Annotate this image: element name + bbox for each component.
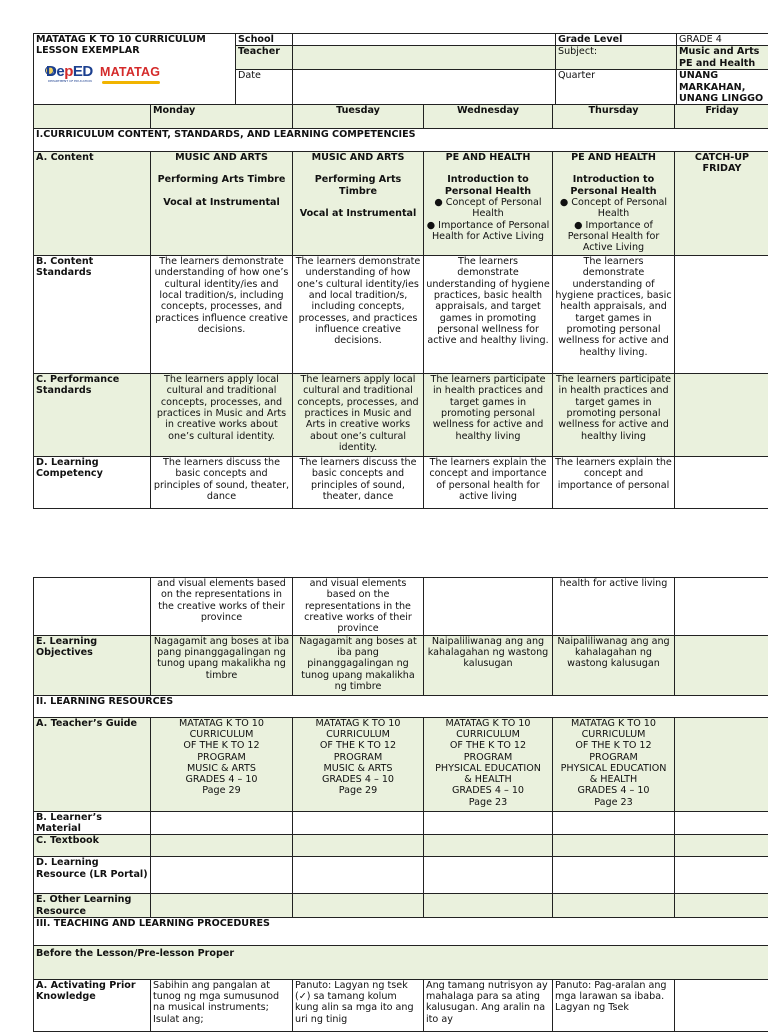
tg-mon-line: PROGRAM [153, 752, 290, 763]
activating-tuesday: Panuto: Lagyan ng tsek (✓) sa tamang kolum kung alin sa mga ito ang uri ng tinig [293, 979, 424, 1031]
performance-standards-wednesday: The learners participate in health practices and target games in promoting personal wellness for active and healthy living [424, 374, 553, 457]
lesson-exemplar-page-1 [33, 33, 768, 106]
tg-tue-line: GRADES 4 – 10 [295, 774, 421, 785]
deped-logo-subtext: DEPARTMENT OF EDUCATION [48, 80, 92, 84]
tg-wed-line: GRADES 4 – 10 [426, 785, 550, 796]
teachers-guide-friday [675, 717, 768, 811]
tg-thu-line: PHYSICAL EDUCATION [555, 763, 672, 774]
tg-tue-line: OF THE K TO 12 [295, 740, 421, 751]
day-header-friday: Friday [675, 105, 768, 129]
tg-thu-line: MATATAG K TO 10 [555, 718, 672, 729]
other-resource-label: E. Other Learning Resource [34, 894, 151, 918]
logos [36, 57, 233, 93]
day-header-monday: Monday [151, 105, 293, 129]
teachers-guide-tuesday [293, 717, 424, 811]
content-friday: CATCH-UP FRIDAY [675, 152, 768, 256]
subject-label: Subject: [556, 46, 677, 70]
learning-competency-label: D. Learning Competency [34, 457, 151, 509]
content-standards-monday: The learners demonstrate understanding of how one’s cultural identity/ies and local tradition/s, including concepts, processes, and practices influence creative decisions. [151, 256, 293, 374]
tg-wed-line: PHYSICAL EDUCATION [426, 763, 550, 774]
textbook-thursday [553, 835, 675, 857]
teachers-guide-wednesday [424, 717, 553, 811]
other-resource-tuesday [293, 894, 424, 918]
content-wednesday-subject: PE AND HEALTH [426, 152, 550, 163]
section-heading-procedures: III. TEACHING AND LEARNING PROCEDURES [34, 917, 768, 945]
school-field[interactable] [293, 34, 556, 46]
content-thursday-bullet-1: ● Concept of Personal Health [555, 197, 672, 220]
learning-objectives-friday [675, 635, 768, 695]
lr-portal-monday [151, 857, 293, 894]
content-wednesday-bullet-2: ● Importance of Personal Health for Active Living [426, 220, 550, 243]
tg-thu-line: OF THE K TO 12 [555, 740, 672, 751]
textbook-tuesday [293, 835, 424, 857]
before-lesson-heading: Before the Lesson/Pre-lesson Proper [34, 945, 768, 979]
teachers-guide-monday [151, 717, 293, 811]
learners-material-label: B. Learner’s Material [34, 811, 151, 835]
learning-objectives-tuesday: Nagagamit ang boses at iba pang pinanggagalingan ng tunog upang makalikha ng timbre [293, 635, 424, 695]
day-header-tuesday: Tuesday [293, 105, 424, 129]
content-wednesday-bullet-1: ● Concept of Personal Health [426, 197, 550, 220]
content-standards-label: B. Content Standards [34, 256, 151, 374]
learning-competency-wednesday: The learners explain the concept and importance of personal health for active living [424, 457, 553, 509]
textbook-wednesday [424, 835, 553, 857]
teachers-guide-thursday [553, 717, 675, 811]
performance-standards-label: C. Performance Standards [34, 374, 151, 457]
performance-standards-thursday: The learners participate in health practices and target games in promoting personal wellness for active and healthy living [553, 374, 675, 457]
tg-thu-line: CURRICULUM [555, 729, 672, 740]
grade-level-value: GRADE 4 [677, 34, 768, 46]
textbook-friday [675, 835, 768, 857]
learners-material-friday [675, 811, 768, 835]
content-tuesday-topic: Performing Arts Timbre [295, 174, 421, 197]
lr-portal-label: D. Learning Resource (LR Portal) [34, 857, 151, 894]
tg-wed-line: OF THE K TO 12 [426, 740, 550, 751]
content-monday-subject: MUSIC AND ARTS [153, 152, 290, 163]
content-tuesday-subject: MUSIC AND ARTS [295, 152, 421, 163]
date-field[interactable] [293, 70, 556, 106]
learning-competency-tuesday: The learners discuss the basic concepts and principles of sound, theater, dance [293, 457, 424, 509]
tg-tue-line: CURRICULUM [295, 729, 421, 740]
learning-competency-monday-cont: and visual elements based on the representations in the creative works of their province [151, 578, 293, 636]
quarter-label: Quarter [556, 70, 677, 106]
learners-material-wednesday [424, 811, 553, 835]
content-wednesday [424, 152, 553, 256]
learners-material-tuesday [293, 811, 424, 835]
day-header-blank [34, 105, 151, 129]
content-standards-thursday: The learners demonstrate understanding of hygiene practices, basic health appraisals, and target games in promoting personal wellness for active and healthy living. [553, 256, 675, 374]
tg-tue-line: Page 29 [295, 785, 421, 796]
teachers-guide-label: A. Teacher’s Guide [34, 717, 151, 811]
activating-wednesday: Ang tamang nutrisyon ay mahalaga para sa ating kalusugan. Ang aralin na ito ay [424, 979, 553, 1031]
content-standards-wednesday: The learners demonstrate understanding of hygiene practices, basic health appraisals, and target games in promoting personal wellness for active and healthy living. [424, 256, 553, 374]
section-heading-curriculum: I.CURRICULUM CONTENT, STANDARDS, AND LEARNING COMPETENCIES [34, 129, 768, 152]
lesson-exemplar-page-1-body [33, 104, 768, 509]
performance-standards-monday: The learners apply local cultural and traditional concepts, processes, and practices in Music and Arts in creative works about one’s cultural identity. [151, 374, 293, 457]
lr-portal-friday [675, 857, 768, 894]
learning-objectives-label: E. Learning Objectives [34, 635, 151, 695]
lr-portal-thursday [553, 857, 675, 894]
learning-competency-tuesday-cont: and visual elements based on the representations in the creative works of their province [293, 578, 424, 636]
tg-wed-line: & HEALTH [426, 774, 550, 785]
learners-material-monday [151, 811, 293, 835]
day-header-thursday: Thursday [553, 105, 675, 129]
content-tuesday [293, 152, 424, 256]
tg-wed-line: Page 23 [426, 797, 550, 808]
learning-objectives-monday: Nagagamit ang boses at iba pang pinanggagalingan ng tunog upang makalikha ng timbre [151, 635, 293, 695]
tg-thu-line: PROGRAM [555, 752, 672, 763]
learners-material-thursday [553, 811, 675, 835]
quarter-value: UNANG MARKAHAN, UNANG LINGGO [677, 70, 768, 106]
date-label: Date [236, 70, 293, 106]
content-tuesday-sub: Vocal at Instrumental [295, 208, 421, 219]
textbook-monday [151, 835, 293, 857]
lr-portal-tuesday [293, 857, 424, 894]
content-monday-topic: Performing Arts Timbre [153, 174, 290, 185]
learning-competency-friday [675, 457, 768, 509]
tg-mon-line: MUSIC & ARTS [153, 763, 290, 774]
tg-tue-line: PROGRAM [295, 752, 421, 763]
learning-competency-monday: The learners discuss the basic concepts and principles of sound, theater, dance [151, 457, 293, 509]
content-monday-sub: Vocal at Instrumental [153, 197, 290, 208]
tg-wed-line: CURRICULUM [426, 729, 550, 740]
content-standards-friday [675, 256, 768, 374]
textbook-label: C. Textbook [34, 835, 151, 857]
day-header-wednesday: Wednesday [424, 105, 553, 129]
tg-wed-line: PROGRAM [426, 752, 550, 763]
learning-competency-wednesday-cont [424, 578, 553, 636]
other-resource-wednesday [424, 894, 553, 918]
subject-value: Music and Arts PE and Health [677, 46, 768, 70]
exemplar-title: MATATAG K TO 10 CURRICULUM LESSON EXEMPLAR [36, 34, 232, 57]
tg-tue-line: MATATAG K TO 10 [295, 718, 421, 729]
teacher-field[interactable] [293, 46, 556, 70]
learning-competency-thursday: The learners explain the concept and importance of personal [553, 457, 675, 509]
tg-mon-line: GRADES 4 – 10 [153, 774, 290, 785]
tg-wed-line: MATATAG K TO 10 [426, 718, 550, 729]
content-thursday-topic: Introduction to Personal Health [555, 174, 672, 197]
tg-thu-line: & HEALTH [555, 774, 672, 785]
other-resource-monday [151, 894, 293, 918]
school-label: School [236, 34, 293, 46]
section-heading-resources: II. LEARNING RESOURCES [34, 695, 768, 717]
learning-objectives-thursday: Naipaliliwanag ang ang kahalagahan ng wastong kalusugan [553, 635, 675, 695]
content-monday [151, 152, 293, 256]
lesson-exemplar-page-2 [33, 577, 768, 1032]
activating-prior-knowledge-label: A. Activating Prior Knowledge [34, 979, 151, 1031]
header-left-cell [34, 34, 236, 106]
content-wednesday-topic: Introduction to Personal Health [426, 174, 550, 197]
activating-thursday: Panuto: Pag-aralan ang mga larawan sa ibaba. Lagyan ng Tsek [553, 979, 675, 1031]
tg-mon-line: MATATAG K TO 10 [153, 718, 290, 729]
content-standards-tuesday: The learners demonstrate understanding of how one’s cultural identity/ies and local tradition/s, including concepts, processes, and practices influence creative decisions. [293, 256, 424, 374]
teacher-label: Teacher [236, 46, 293, 70]
learning-competency-thursday-cont: health for active living [553, 578, 675, 636]
content-label: A. Content [34, 152, 151, 256]
matatag-logo: MATATAG [100, 65, 160, 80]
competency-continued-label [34, 578, 151, 636]
learning-objectives-wednesday: Naipaliliwanag ang ang kahalagahan ng wastong kalusugan [424, 635, 553, 695]
tg-thu-line: GRADES 4 – 10 [555, 785, 672, 796]
tg-tue-line: MUSIC & ARTS [295, 763, 421, 774]
learning-competency-friday-cont [675, 578, 768, 636]
deped-logo: DepED [46, 63, 93, 81]
content-thursday [553, 152, 675, 256]
tg-thu-line: Page 23 [555, 797, 672, 808]
other-resource-thursday [553, 894, 675, 918]
content-thursday-bullet-2: ● Importance of Personal Health for Active Living [555, 220, 672, 254]
grade-level-label: Grade Level [556, 34, 677, 46]
lr-portal-wednesday [424, 857, 553, 894]
tg-mon-line: CURRICULUM [153, 729, 290, 740]
performance-standards-tuesday: The learners apply local cultural and traditional concepts, processes, and practices in Music and Arts in creative works about one’s cultural identity. [293, 374, 424, 457]
content-thursday-subject: PE AND HEALTH [555, 152, 672, 163]
matatag-logo-underline [102, 81, 160, 84]
performance-standards-friday [675, 374, 768, 457]
tg-mon-line: Page 29 [153, 785, 290, 796]
tg-mon-line: OF THE K TO 12 [153, 740, 290, 751]
activating-monday: Sabihin ang pangalan at tunog ng mga sumusunod na musical instruments; Isulat ang; [151, 979, 293, 1031]
other-resource-friday [675, 894, 768, 918]
